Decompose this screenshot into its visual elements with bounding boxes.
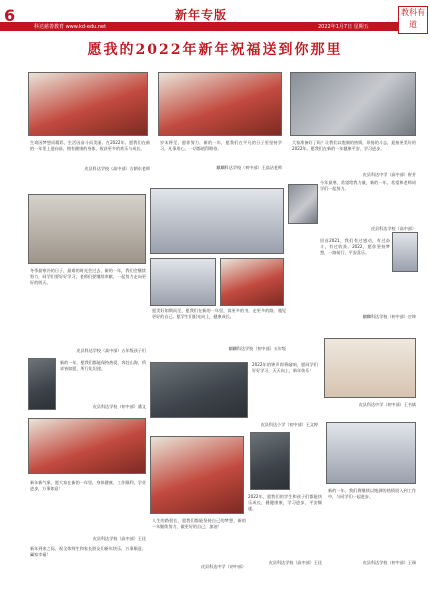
article-9-signature: 皮县科达学校（初中部）潘文 (92, 404, 146, 409)
newspaper-logo: 教科有道 (398, 6, 428, 34)
article-2-signature: 麒麟科达学校（初中部）王高洁老师 (216, 165, 282, 170)
article-1-signature: 皮县科达学校（高中部）方朝东老师 (84, 166, 150, 171)
article-8-signature: 皮县科达小学（初中部）王文婷 (260, 422, 318, 427)
photo-portrait-3 (28, 358, 56, 410)
article-9-text: 新的一年，愿我们都能保持热爱，奔赴山海，所求皆如愿，所行化坦途。 (60, 360, 146, 371)
article-7-signature: 麒麟科达学校（初中部）五年级 (228, 346, 286, 351)
article-15-text: 新年到来之际，祝全体师生和家长朋友们新年快乐，万事顺意，阖家幸福！ (30, 546, 146, 557)
article-11-text: 新年新气象，愿大家在新的一年里，身体健康，工作顺利，学业进步，万事如意！ (30, 480, 146, 491)
header-date: 2022年1月7日 星期五 (318, 24, 369, 30)
article-13-text: 2022年，愿我们的学生和孩子们都能快乐成长，健健康康，学习进步，平安顺遂。 (248, 494, 322, 511)
article-7-text: 愿美好如期而至，愿我们在新的一年里，读更多的书，走更多的路，遇见更好的自己。愿学生们阳光向上，健康成长。 (152, 308, 286, 319)
article-14-text: 新的一年，我们将继续以饱满的热情投入到工作中，与同学们一起进步。 (328, 488, 416, 499)
photo-students-outdoor (150, 362, 248, 418)
headline-banner (12, 34, 418, 64)
photo-teachers-row (150, 258, 216, 306)
article-3-signature: 皮县科达中学（高中部）崔芳 (362, 172, 416, 177)
article-3-text: 大家准备好了吗？让我们以饱满的热情，昂扬的斗志，迎接更美好的2022年。愿我们在新的一年健康平安，学习进步。 (292, 140, 416, 151)
section-title: 新年专版 (175, 8, 228, 22)
photo-teachers-group-1 (28, 72, 148, 136)
article-12-text: 人生的路很长，愿我们都能坚持自己的梦想，新的一年继续努力，做更好的自己，加油！ (152, 518, 246, 529)
photo-teachers-group-2 (158, 72, 282, 136)
article-12-signature: 皮县科达中学（初中部） (200, 564, 246, 569)
photo-portrait-4 (250, 432, 290, 490)
article-4-text: 冬季最寒冷的日子，最难的时光会过去，新的一年，我们会继续努力，同学们要好好学习，老师们要继续奉献，一起努力走向更好的明天。 (30, 268, 146, 285)
photo-classroom (28, 194, 146, 264)
article-6-signature: 麒麟科达学校（初中部）庄坤 (362, 314, 416, 319)
photo-portrait-1 (288, 184, 318, 224)
photo-teachers-group-3 (290, 72, 416, 136)
photo-children (220, 258, 284, 306)
photo-students-class (326, 422, 416, 484)
article-8-text: 2022年的钟声即将敲响，愿同学们好好学习，天天向上，新年快乐！ (252, 362, 318, 373)
article-14-signature: 皮县科达学校（初中部）王瑞 (362, 560, 416, 565)
article-5-text: 今年最寒，希望给我力量，新的一年，希望和老师同学们一起努力。 (320, 180, 416, 191)
header-subtitle-left: 科达慈善教育 www.kd-edu.net (34, 24, 107, 30)
photo-teachers-outdoor (28, 418, 146, 474)
photo-students-lineup (150, 188, 284, 254)
article-2-text: 岁末将至，愿你努力，新的一年，愿我们在平凡的日子里坚持学习，凡事用心，一切都值得期待。 (160, 140, 282, 151)
article-4-signature: 皮县科达学校（高中部）五年级孩子们 (76, 348, 146, 353)
photo-teacher-couple (150, 436, 244, 514)
headline-text: 愿我的2022年新年祝福送到你那里 (87, 42, 343, 58)
article-13-signature: 皮县科达学校（高中部）王佳 (268, 560, 322, 565)
article-1-text: 生命因梦想而精彩，生活因奋斗而美丽。在2022年，愿我们在新的一年里上进向前，拥有健康的身体，收获更多的欢乐与成长。 (30, 140, 150, 151)
article-5-signature: 皮县科达学校（高中部） (370, 226, 416, 231)
photo-portrait-2 (392, 232, 418, 272)
article-11-signature: 皮县科达学校（高中部）王佳 (92, 536, 146, 541)
page-number: 6 (4, 6, 16, 25)
article-10-signature: 皮县科达中学（初中部）王书斌 (358, 402, 416, 407)
photo-greeting-card (324, 338, 416, 398)
article-6-text: 回首2021，我们有过感动，有过奋斗，有过收获。2022，愿你坚持梦想，一路前行，平安喜乐。 (320, 238, 390, 255)
